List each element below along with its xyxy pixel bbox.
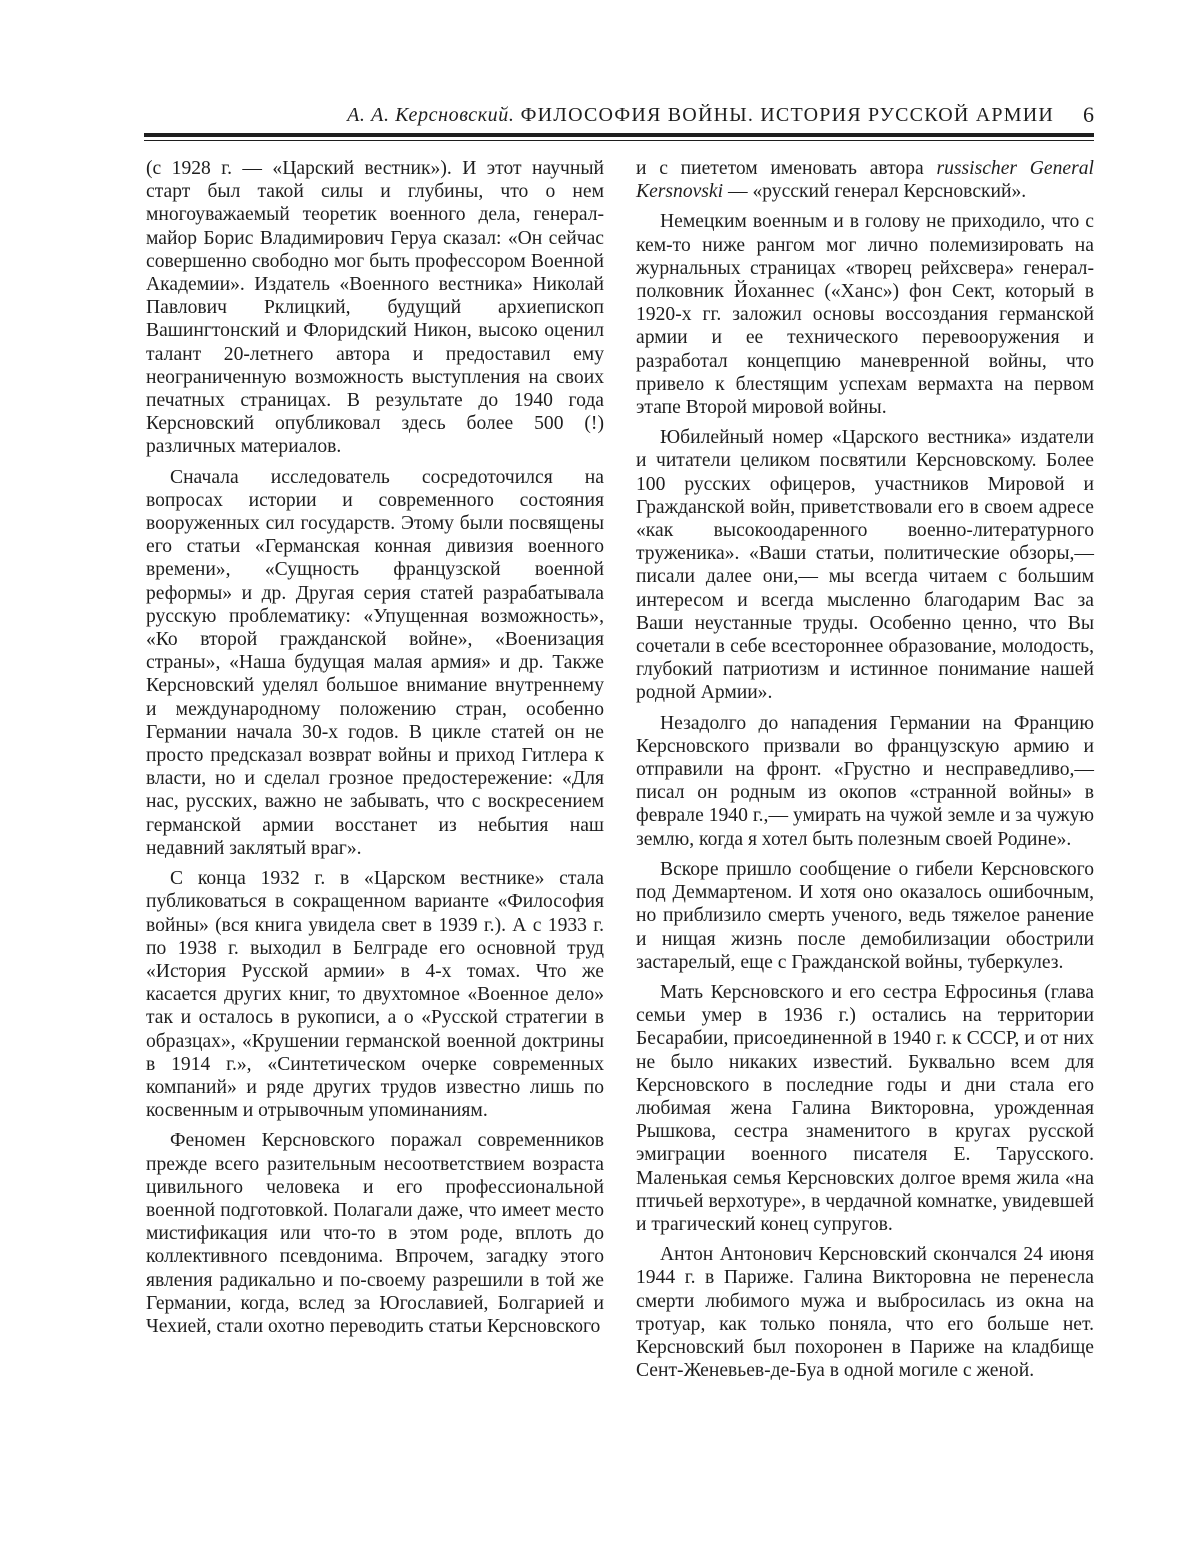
paragraph: Незадолго до нападения Германии на Францию Керсновского призвали во французскую армию и отправили на фронт. «Грустно и несправедливо,— писал он родным из окопов «странной войны» в феврале 1940 г.,— умирать на чужой земле и за чужую землю, когда я хотел быть полезным своей Родине».: [636, 712, 1094, 850]
paragraph: [636, 157, 1094, 203]
running-head-title: ФИЛОСОФИЯ ВОЙНЫ. ИСТОРИЯ РУССКОЙ АРМИИ: [520, 104, 1054, 126]
running-head-author: А. А. Керсновский.: [347, 104, 515, 126]
paragraph: Феномен Керсновского поражал современников прежде всего разительным несоответствием возраста цивильного человека и его профессиональной военной подготовкой. Полагали даже, что имеет место мистификация или что-то в этом роде, вплоть до коллективного псевдонима. Впрочем, загадку этого явления радикально и по-своему разрешили в той же Германии, когда, вслед за Югославией, Болгарией и Чехией, стали охотно переводить статьи Керсновского: [146, 1130, 604, 1337]
paragraph: (с 1928 г. — «Царский вестник»). И этот научный старт был такой силы и глубины, что о нем многоуважаемый теоретик военного дела, генерал-майор Борис Владимирович Геруа сказал: «Он сейчас совершенно свободно мог быть профессором Военной Академии». Издатель «Военного вестника» Николай Павлович Рклицкий, будущий архиепископ Вашингтонский и Флоридский Никон, высоко оценил талант 20-летнего автора и предоставил ему неограниченную возможность выступления на своих печатных страницах. В результате до 1940 года Керсновский опубликовал здесь более 500 (!) различных материалов.: [146, 158, 604, 458]
page-header: [144, 101, 1094, 129]
page-number: 6: [1083, 102, 1094, 127]
right-column: [636, 157, 1094, 1389]
paragraph: Сначала исследователь сосредоточился на вопросах истории и современного состояния вооруженных сил государств. Этому были посвящены его статьи «Германская конная дивизия военного времени», «Сущность французской военной реформы» и др. Другая серия статей разрабатывала русскую проблематику: «Упущенная возможность», «Ко второй гражданской войне», «Военизация страны», «Наша будущая малая армия» и др. Также Керсновский уделял большое внимание внутреннему и международному положению стран, особенно Германии начала 30-х годов. В цикле статей он не просто предсказал возврат войны и приход Гитлера к власти, но и сделал грозное предостережение: «Для нас, русских, важно не забывать, что с воскресением германской армии восстанет из небытия наш недавний заклятый враг».: [146, 466, 604, 859]
running-head: [144, 101, 1054, 129]
header-rule-thick: [144, 133, 1094, 137]
paragraph: Мать Керсновского и его сестра Ефросинья (глава семьи умер в 1936 г.) остались на территории Бесарабии, присоединенной в 1940 г. к СССР, и от них не было никаких известий. Буквально всем для Керсновского в последние годы и дни стала его любимая жена Галина Викторовна, урожденная Рышкова, сестра знаменитого в кругах русской эмиграции военного писателя Е. Тарусского. Маленькая семья Керсновских долгое время жила «на птичьей верхотуре», в чердачной комнатке, увидевшей и трагический конец супругов.: [636, 981, 1094, 1235]
paragraph-text: — «русский генерал Керсновский».: [723, 181, 1027, 203]
left-column: [146, 157, 604, 1345]
paragraph-text: и с пиететом именовать автора: [636, 158, 937, 179]
paragraph: Антон Антонович Керсновский скончался 24 июня 1944 г. в Париже. Галина Викторовна не перенесла смерти любимого мужа и выбросилась из окна на тротуар, как только поняла, что его больше нет. Керсновский был похоронен в Париже на кладбище Сент-Женевьев-де-Буа в одной могиле с женой.: [636, 1244, 1094, 1382]
paragraph: Немецким военным и в голову не приходило, что с кем-то ниже рангом мог лично полемизировать на журнальных страницах «творец рейхсвера» генерал-полковник Йоханнес («Ханс») фон Сект, который в 1920-х гг. заложил основы воссоздания германской армии и ее технического перевооружения и разработал концепцию маневренной войны, что привело к блестящим успехам вермахта на первом этапе Второй мировой войны.: [636, 211, 1094, 419]
header-rule-thin: [144, 140, 1094, 141]
paragraph: С конца 1932 г. в «Царском вестнике» стала публиковаться в сокращенном варианте «Философия войны» (вся книга увидела свет в 1939 г.). А с 1933 г. по 1938 г. выходил в Белграде его основной труд «История Русской армии» в 4-х томах. Что же касается других книг, то двухтомное «Военное дело» так и осталось в рукописи, а о «Русской стратегии в образцах», «Крушении германской военной доктрины в 1914 г.», «Синтетическом очерке современных компаний» и ряде других трудов известно лишь по косвенным и отрывочным упоминаниям.: [146, 868, 604, 1122]
italic-term: russischer General Kersnovski: [636, 158, 1094, 203]
paragraph: Вскоре пришло сообщение о гибели Керсновского под Деммартеном. И хотя оно оказалось ошибочным, но приблизило смерть ученого, ведь тяжелое ранение и нищая жизнь после демобилизации обострили застарелый, еще с Гражданской войны, туберкулез.: [636, 858, 1094, 973]
paragraph: Юбилейный номер «Царского вестника» издатели и читатели целиком посвятили Керсновскому. Более 100 русских офицеров, участников Мировой и Гражданской войн, приветствовали его в своем адресе «как высокоодаренного военно-литературного труженика». «Ваши статьи, политические обзоры,— писали далее они,— мы всегда читаем с большим интересом и всегда мысленно благодарим Вас за Ваши неустанные труды. Особенно ценно, что Вы сочетали в себе всестороннее образование, молодость, глубокий патриотизм и истинное понимание нашей родной Армии».: [636, 427, 1094, 704]
